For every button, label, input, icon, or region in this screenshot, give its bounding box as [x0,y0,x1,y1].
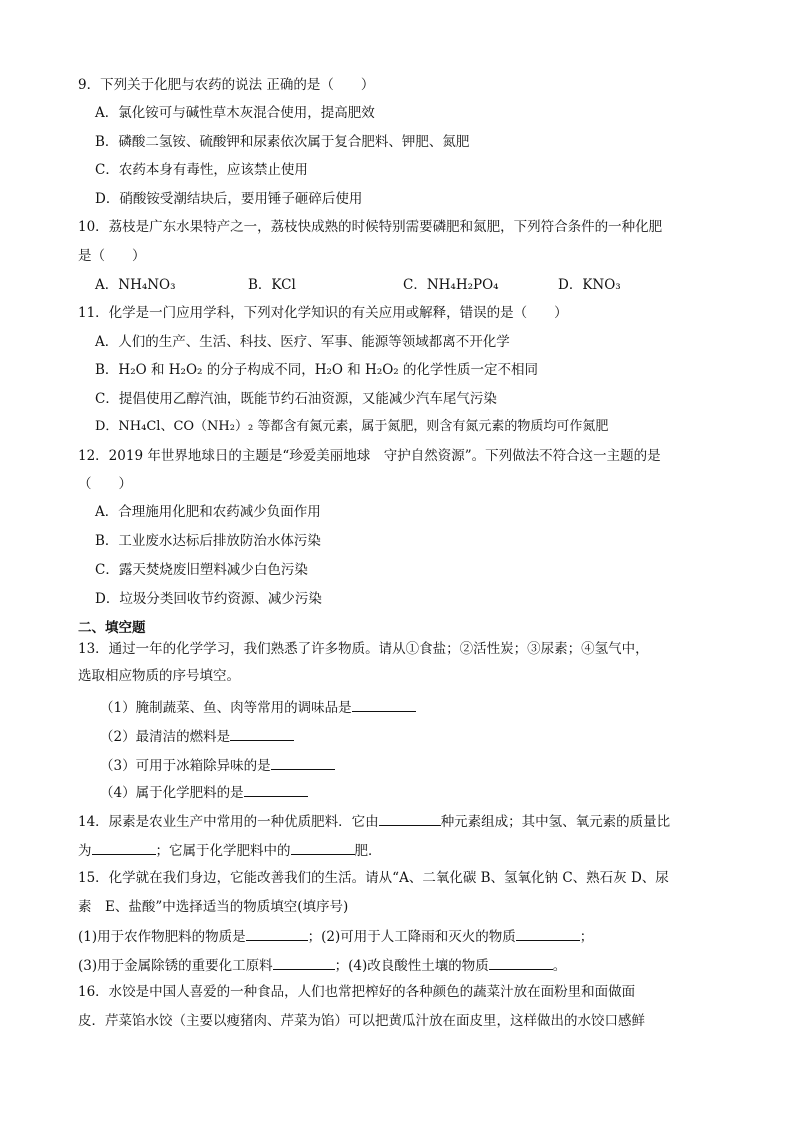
q10-stem-line2: 是（ ） [78,248,146,264]
q12-option-b: B．工业废水达标后排放防治水体污染 [95,533,321,549]
q15-part2-end: ； [579,929,594,945]
q9-stem: 9．下列关于化肥与农药的说法 正确的是（ ） [78,77,375,93]
q12-stem-line1: 12．2019 年世界地球日的主题是“珍爱美丽地球 守护自然资源”。下列做法不符合这一主题的是 [78,448,661,464]
q9-option-a: A．氯化铵可与碱性草木灰混合使用，提高肥效 [95,105,375,121]
q14-line2-b: ；它属于化学肥料中的 [155,843,291,859]
q10-option-a-formula: NH₄NO₃ [118,277,176,293]
q16-line1: 16．水饺是中国人喜爱的一种食品，人们也常把榨好的各种颜色的蔬菜汁放在面粉里和面做面 [78,984,636,1000]
q14-line2 [78,840,382,860]
q15-line1: 15．化学就在我们身边，它能改善我们的生活。请从“A、二氧化碳 B、氢氧化钠 C、熟石灰 D、尿 [78,870,669,886]
q13-item-1-blank[interactable] [352,697,416,712]
q13-item-3 [100,755,335,775]
q15-part4: ；(4)改良酸性土壤的物质 [334,958,489,974]
q11-option-b: B．H₂O 和 H₂O₂ 的分子构成不同，H₂O 和 H₂O₂ 的化学性质一定不相同 [95,362,539,378]
q13-item-1 [100,697,416,717]
q10-option-a-letter: A． [95,277,119,293]
q14-blank-ratio[interactable] [92,840,156,855]
q10-option-c [403,276,499,294]
q10-option-d-letter: D． [558,277,583,293]
section-heading-fill-in: 二、填空题 [78,620,146,636]
q11-option-a: A．人们的生产、生活、科技、医疗、军事、能源等领域都离不开化学 [95,334,510,350]
q10-stem-line1: 10．荔枝是广东水果特产之一，荔枝快成熟的时候特别需要磷肥和氮肥，下列符合条件的一种化肥 [78,219,663,235]
q10-option-b-letter: B． [248,277,272,293]
q9-option-b: B．磷酸二氢铵、硫酸钾和尿素依次属于复合肥料、钾肥、氮肥 [95,134,470,150]
q9-option-c: C．农药本身有毒性，应该禁止使用 [95,162,308,178]
q14-line1 [78,811,670,831]
q14-blank-fertilizer-type[interactable] [291,840,355,855]
q15-part4-end: 。 [552,958,567,974]
q13-item-4-blank[interactable] [244,782,308,797]
q13-item-2-blank[interactable] [230,726,294,741]
q10-option-a [95,276,176,294]
q14-line1-a: 14．尿素是农业生产中常用的一种优质肥料．它由 [78,814,379,830]
q15-part3: (3)用于金属除锈的重要化工原料 [78,958,273,974]
q15-parts-3-4 [78,955,566,975]
q15-line2: 素 E、盐酸”中选择适当的物质填空(填序号) [78,899,349,915]
q12-option-d: D．垃圾分类回收节约资源、减少污染 [95,591,322,607]
q15-part2: ；(2)可用于人工降雨和灭火的物质 [307,929,516,945]
q13-item-3-blank[interactable] [271,755,335,770]
q10-option-c-formula: NH₄H₂PO₄ [426,277,499,293]
q11-option-d: D．NH₄Cl、CO（NH₂）₂ 等都含有氮元素，属于氮肥，则含有氮元素的物质均可作氮肥 [95,419,609,434]
q12-option-c: C．露天焚烧废旧塑料减少白色污染 [95,562,308,578]
q12-stem-line2: （ ） [78,476,132,492]
q13-item-2-text: （2）最清洁的燃料是 [100,729,231,745]
q11-option-c: C．提倡使用乙醇汽油，既能节约石油资源，又能减少汽车尾气污染 [95,391,497,407]
q13-item-3-text: （3）可用于冰箱除异味的是 [100,758,271,774]
q16-line2: 皮．芹菜馅水饺（主要以瘦猪肉、芹菜为馅）可以把黄瓜汁放在面皮里，这样做出的水饺口感鲜 [78,1013,645,1029]
q13-item-4-text: （4）属于化学肥料的是 [100,785,244,801]
q14-line1-b: 种元素组成；其中氢、氧元素的质量比 [440,814,671,830]
q10-option-b-formula: KCl [271,277,296,293]
q13-stem-line2: 选取相应物质的序号填空。 [78,668,240,684]
q10-option-d-formula: KNO₃ [582,277,621,293]
q10-option-d [558,276,621,294]
q13-item-1-text: （1）腌制蔬菜、鱼、肉等常用的调味品是 [100,700,352,716]
q14-blank-elements[interactable] [379,811,441,826]
q13-stem-line1: 13．通过一年的化学学习，我们熟悉了许多物质。请从①食盐；②活性炭；③尿素；④氢气中， [78,641,649,657]
q14-line2-c: 肥． [354,843,382,859]
q12-option-a: A．合理施用化肥和农药减少负面作用 [95,504,321,520]
q13-item-4 [100,782,308,802]
q10-option-c-letter: C． [403,277,427,293]
q11-stem: 11．化学是一门应用学科，下列对化学知识的有关应用或解释，错误的是（ ） [78,305,568,321]
q13-item-2 [100,726,294,746]
q14-line2-a: 为 [78,843,92,859]
q10-option-b [248,276,296,294]
q15-blank-4[interactable] [489,955,553,970]
q15-blank-3[interactable] [273,955,335,970]
q9-option-d: D．硝酸铵受潮结块后，要用锤子砸碎后使用 [95,191,363,207]
q15-parts-1-2 [78,926,593,946]
q15-blank-1[interactable] [246,926,308,941]
q15-part1: (1)用于农作物肥料的物质是 [78,929,246,945]
q15-blank-2[interactable] [516,926,580,941]
